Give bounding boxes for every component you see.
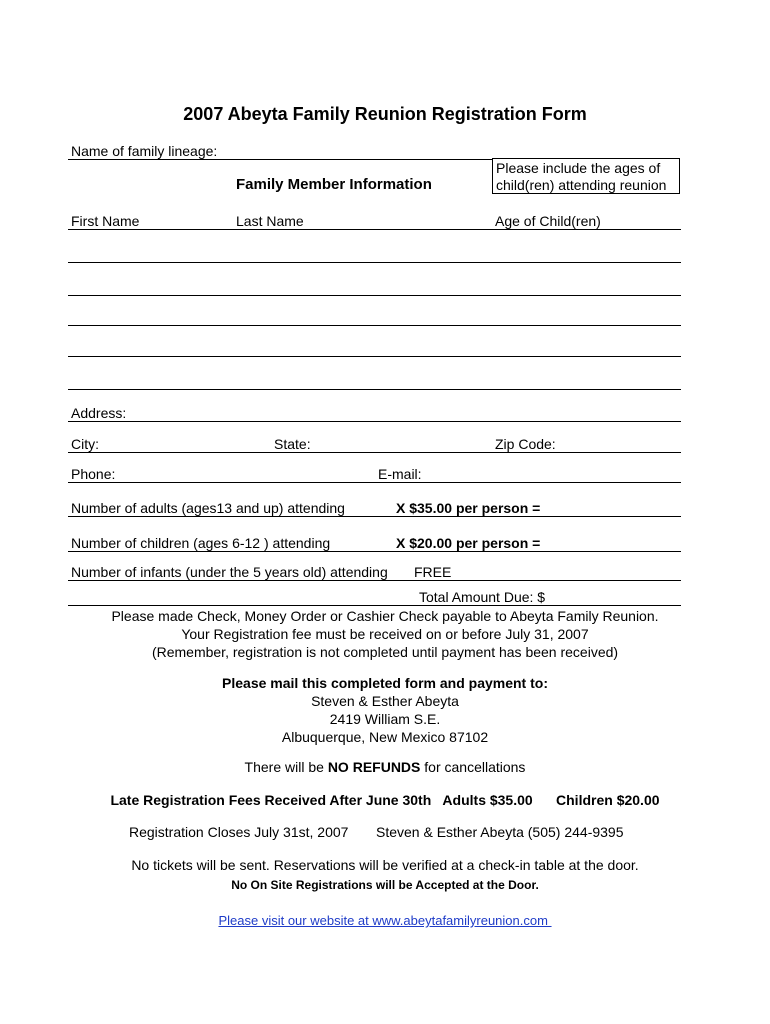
lineage-line[interactable] (68, 159, 492, 160)
adults-line[interactable] (68, 516, 681, 517)
children-label: Number of children (ages 6-12 ) attending (71, 535, 331, 551)
zip-label: Zip Code: (495, 436, 556, 452)
member-row-line[interactable] (68, 325, 681, 326)
email-label: E-mail: (378, 466, 422, 482)
mail-street: 2419 William S.E. (329, 711, 441, 727)
total-label: Total Amount Due: $ (419, 589, 546, 605)
member-row-line[interactable] (68, 356, 681, 357)
adults-label: Number of adults (ages13 and up) attending (71, 500, 345, 516)
tickets-note: No tickets will be sent. Reservations will be verified at a check-in table at the door. (131, 857, 639, 873)
refunds-note (0, 759, 770, 775)
children-line[interactable] (68, 551, 681, 552)
member-row-line[interactable] (68, 389, 681, 390)
member-row-line[interactable] (68, 295, 681, 296)
section-title: Family Member Information (236, 176, 432, 193)
city-label: City: (71, 436, 99, 452)
first-name-header: First Name (71, 213, 140, 229)
payable-note: Please made Check, Money Order or Cashier Check payable to Abeyta Family Reunion. (111, 608, 659, 624)
state-label: State: (274, 436, 311, 452)
form-title: 2007 Abeyta Family Reunion Registration Form (183, 104, 587, 124)
phone-label: Phone: (71, 466, 116, 482)
city-state-zip-line[interactable] (68, 452, 681, 453)
mail-city: Albuquerque, New Mexico 87102 (281, 729, 489, 745)
infants-label: Number of infants (under the 5 years old) attending (71, 564, 388, 580)
member-row-line[interactable] (68, 262, 681, 263)
address-line[interactable] (68, 421, 681, 422)
ages-note-line2: child(ren) attending reunion (496, 177, 667, 193)
phone-email-line[interactable] (68, 482, 681, 483)
age-header: Age of Child(ren) (495, 213, 601, 229)
onsite-note: No On Site Registrations will be Accepted at the Door. (231, 878, 539, 892)
infants-price: FREE (414, 564, 452, 580)
mail-name: Steven & Esther Abeyta (311, 693, 459, 709)
address-label: Address: (71, 405, 127, 421)
contact-note: Steven & Esther Abeyta (505) 244-9395 (376, 824, 624, 840)
website-row (0, 912, 770, 929)
website-link[interactable]: Please visit our website at www.abeytafamilyreunion.com (218, 913, 552, 928)
ages-note-line1: Please include the ages of (496, 160, 661, 176)
reminder-note: (Remember, registration is not completed until payment has been received) (151, 644, 619, 660)
refunds-prefix: There will be (244, 759, 328, 775)
refunds-bold: NO REFUNDS (327, 759, 421, 775)
total-line[interactable] (68, 605, 681, 606)
adults-price: X $35.00 per person = (396, 500, 541, 516)
last-name-header: Last Name (236, 213, 304, 229)
ages-note-box (492, 158, 680, 194)
children-price: X $20.00 per person = (396, 535, 541, 551)
lineage-label: Name of family lineage: (71, 143, 218, 159)
header-line (68, 229, 681, 230)
infants-line[interactable] (68, 580, 681, 581)
late-fees-note: Late Registration Fees Received After June 30th Adults $35.00 Children $20.00 (110, 792, 660, 808)
refunds-suffix: for cancellations (420, 759, 526, 775)
closes-note: Registration Closes July 31st, 2007 (129, 824, 349, 840)
mail-heading: Please mail this completed form and payment to: (222, 675, 548, 691)
deadline-note: Your Registration fee must be received on or before July 31, 2007 (181, 626, 589, 642)
